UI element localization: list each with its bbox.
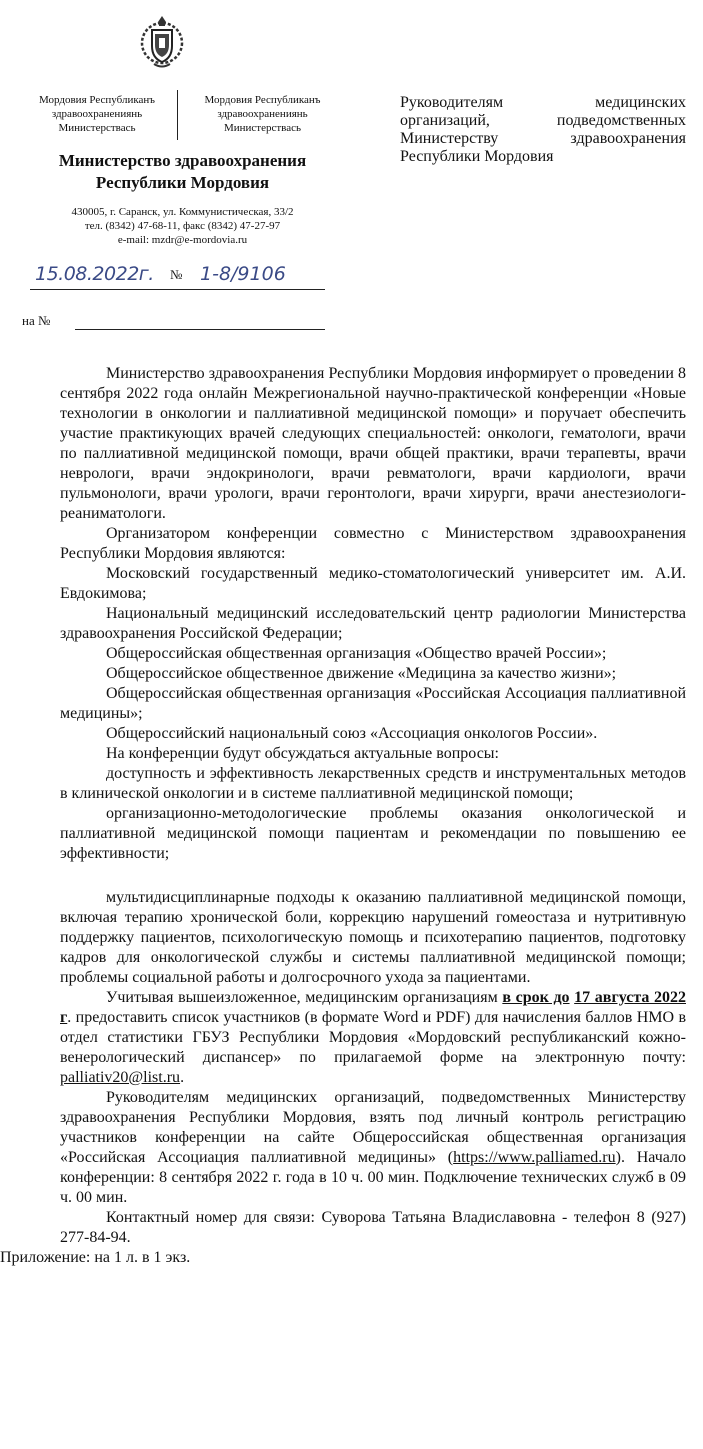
recipient-line: Руководителям медицинских: [400, 94, 686, 111]
website-link[interactable]: https://www.palliamed.ru: [453, 1149, 616, 1166]
deadline-end: .: [180, 1069, 185, 1086]
paragraph-contact: Контактный номер для связи: Суворова Татьяна Владиславовна - телефон 8 (927) 277-84-94.: [60, 1209, 686, 1246]
registration-text: Руководителям медицинских организаций, подведомственных Министерству здравоохранения Республики Мордовия, взять под личный контроль регистрацию участников конференции на сайте Общероссийская общественная организация «Российская Ассоциация паллиативной медицины» (: [60, 1089, 686, 1166]
paragraph: На конференции будут обсуждаться актуальные вопросы:: [106, 745, 499, 762]
registration-date: 15.08.2022г.: [35, 263, 154, 285]
header-left-line: здравоохранениянь: [51, 108, 143, 120]
registration-line: [30, 263, 325, 291]
deadline-text: Учитывая вышеизложенное, медицинским организациям: [106, 989, 498, 1006]
header-right-line: здравоохранениянь: [217, 108, 308, 120]
ministry-address: [40, 205, 325, 247]
paragraph: Общероссийское общественное движение «Медицина за качество жизни»;: [106, 665, 617, 682]
header-left-lines: [22, 93, 172, 135]
paragraph: Общероссийская общественная организация «Российская Ассоциация паллиативной медицины»;: [60, 685, 686, 722]
reference-underline: [75, 329, 325, 330]
registration-no-label: №: [170, 267, 183, 282]
recipient-line: Министерству здравоохранения: [400, 130, 686, 147]
recipient-block: [400, 94, 686, 166]
header-right-line: Министерствась: [223, 122, 302, 134]
header-right-lines: [185, 93, 340, 135]
paragraph: Московский государственный медико-стоматологический университет им. А.И. Евдокимова;: [60, 565, 686, 602]
address-line2: тел. (8342) 47-68-11, факс (8342) 47-27-97: [84, 220, 281, 232]
paragraph: Министерство здравоохранения Республики Мордовия информирует о проведении 8 сентября 2022 года онлайн Межрегиональной научно-практической конференции «Новые технологии в онкологии и паллиативной медицинской помощи» и поручает обеспечить участие практикующих врачей следующих специальностей: онкологи, гематологи, врачи по паллиативной медицинской помощи, врачи общей практики, врачи терапевты, врачи неврологи, врачи эндокринологи, врачи ревматологи, врачи кардиологи, врачи пульмонологи, врачи урологи, врачи геронтологи, врачи хирурги, врачи анестезиологи-реаниматологи.: [60, 365, 686, 522]
reference-label: на №: [22, 313, 51, 328]
deadline-highlight-1: в срок до: [502, 989, 570, 1006]
paragraph-registration: [60, 1088, 686, 1208]
header-left-line: Министерствась: [58, 122, 136, 134]
recipient-line: организаций, подведомственных: [400, 112, 686, 129]
paragraph: доступность и эффективность лекарственных средств и инструментальных методов в клинической онкологии и в системе паллиативной медицинской помощи;: [60, 765, 686, 802]
coat-of-arms-icon: [140, 12, 184, 72]
paragraph-deadline: [60, 988, 686, 1088]
registration-underline: [30, 289, 325, 290]
deadline-text-2: . предоставить список участников (в формате Word и PDF) для начисления баллов НМО в отдел статистики ГБУЗ Республики Мордовия «Мордовский республиканский кожно-венерологический диспансер» по прилагаемой форме на электронную почту:: [60, 1009, 686, 1066]
address-line3: e-mail: mzdr@e-mordovia.ru: [117, 234, 248, 246]
header-separator: [177, 90, 178, 140]
header-left-line: Мордовия Республиканъ: [39, 94, 155, 106]
ministry-line2: Республики Мордовия: [95, 173, 270, 192]
registration-text-2: ). Начало конференции: 8 сентября 2022 г. года в 10 ч. 00 мин. Подключение технических служб в 09 ч. 00 мин.: [60, 1149, 686, 1206]
paragraph: организационно-методологические проблемы оказания онкологической и паллиативной медицинской помощи пациентам и рекомендации по повышению ее эффективности;: [60, 805, 686, 862]
email-link[interactable]: palliativ20@list.ru: [60, 1069, 181, 1086]
registration-number: 1-8/9106: [200, 263, 286, 285]
paragraph: Национальный медицинский исследовательский центр радиологии Министерства здравоохранения Российской Федерации;: [60, 605, 686, 642]
paragraph: Общероссийский национальный союз «Ассоциация онкологов России».: [106, 725, 598, 742]
paragraph: Общероссийская общественная организация «Общество врачей России»;: [106, 645, 607, 662]
recipient-line: Республики Мордовия: [400, 148, 554, 165]
paragraph: Организатором конференции совместно с Министерством здравоохранения Республики Мордовия являются:: [60, 525, 686, 562]
header-right-line: Мордовия Республиканъ: [204, 94, 321, 106]
deadline-highlight-2: 17 августа 2022 г: [60, 989, 686, 1026]
address-line1: 430005, г. Саранск, ул. Коммунистическая, 33/2: [71, 206, 294, 218]
letter-body: [0, 364, 686, 1268]
ministry-line1: Министерство здравоохранения: [58, 151, 307, 170]
ministry-name: [45, 150, 320, 194]
attachment-note: Приложение: на 1 л. в 1 экз.: [0, 1249, 191, 1266]
paragraph: мультидисциплинарные подходы к оказанию паллиативной медицинской помощи, включая терапию хронической боли, коррекцию нарушений гомеостаза и нутритивную поддержку пациентов, психологическую помощь и психотерапию пациентов, подготовку кадров для онкологической службы и системы паллиативной медицинской помощи; проблемы социальной работы и долгосрочного ухода за пациентами.: [60, 889, 686, 986]
